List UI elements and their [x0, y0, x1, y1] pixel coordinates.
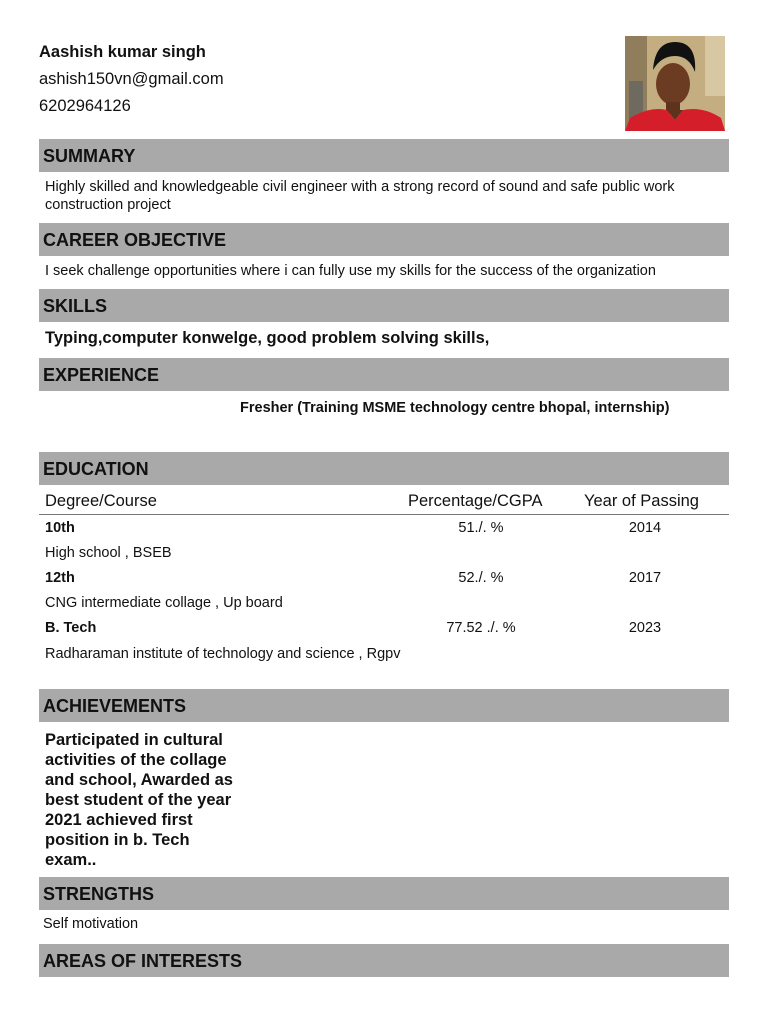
percentage-cell: 52./. %	[458, 570, 504, 586]
degree-cell: 10th	[45, 520, 75, 536]
table-divider	[39, 514, 729, 515]
candidate-name: Aashish kumar singh	[39, 43, 206, 61]
institution-cell: CNG intermediate collage , Up board	[45, 595, 283, 611]
objective-text: I seek challenge opportunities where i can fully use my skills for the success of the organization	[45, 263, 656, 279]
email-text: ashish150vn@gmail.com	[39, 70, 224, 88]
degree-cell: 12th	[45, 570, 75, 586]
column-header-degree: Degree/Course	[45, 492, 157, 510]
degree-cell: B. Tech	[45, 620, 97, 636]
section-header-experience: EXPERIENCE	[39, 358, 729, 391]
section-header-summary: SUMMARY	[39, 139, 729, 172]
year-cell: 2014	[628, 520, 662, 536]
percentage-cell: 77.52 ./. %	[446, 620, 516, 636]
strengths-text: Self motivation	[43, 916, 139, 932]
institution-cell: High school , BSEB	[45, 545, 172, 561]
skills-text: Typing,computer konwelge, good problem solving skills,	[45, 329, 490, 347]
section-header-interests: AREAS OF INTERESTS	[39, 944, 729, 977]
year-cell: 2017	[628, 570, 662, 586]
column-header-year: Year of Passing	[584, 492, 699, 510]
experience-text: Fresher (Training MSME technology centre bhopal, internship)	[240, 400, 670, 416]
column-header-percentage: Percentage/CGPA	[408, 492, 543, 510]
profile-photo	[625, 36, 725, 131]
phone-text: 6202964126	[39, 97, 131, 115]
institution-cell: Radharaman institute of technology and science , Rgpv	[45, 646, 401, 662]
percentage-cell: 51./. %	[458, 520, 504, 536]
section-header-strengths: STRENGTHS	[39, 877, 729, 910]
section-header-education: EDUCATION	[39, 452, 729, 485]
year-cell: 2023	[628, 620, 662, 636]
summary-text: Highly skilled and knowledgeable civil engineer with a strong record of sound and safe public work construction project	[45, 179, 675, 213]
achievements-text: Participated in cultural activities of the collage and school, Awarded as best student of the year 2021 achieved first position in b. Tech exam..	[45, 731, 233, 869]
section-header-objective: CAREER OBJECTIVE	[39, 223, 729, 256]
section-header-skills: SKILLS	[39, 289, 729, 322]
section-header-achievements: ACHIEVEMENTS	[39, 689, 729, 722]
